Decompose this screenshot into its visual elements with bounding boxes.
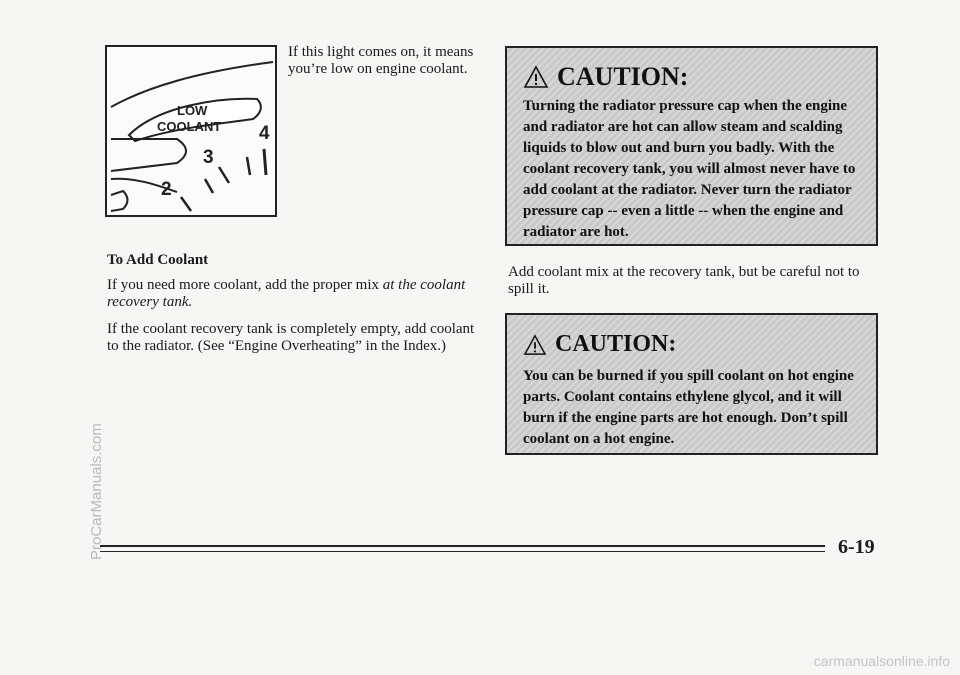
caution-body: You can be burned if you spill coolant on hot engine parts. Coolant contains ethylene glycol, and it will burn if the engine parts are hot enough. Don’t spill coolant on a hot engine.: [523, 368, 854, 447]
caution-heading: [523, 62, 688, 92]
section-heading: To Add Coolant: [107, 252, 209, 268]
footer-rule: [100, 545, 825, 547]
side-watermark: ProCarManuals.com: [88, 423, 105, 560]
add-coolant-paragraph: [107, 277, 467, 311]
gauge-number-4: 4: [259, 123, 270, 144]
warning-triangle-icon: [523, 65, 549, 89]
caution-heading: [523, 331, 676, 358]
add-coolant-mix-text: Add coolant mix at the recovery tank, but be careful not to spill it.: [508, 264, 860, 297]
caution-body: Turning the radiator pressure cap when the engine and radiator are hot can allow steam and scalding liquids to blow out and burn you badly. With the coolant recovery tank, you will almost never have to add coolant at the radiator. Never turn the radiator pressure cap -- even a little -- when the engine and radiator are hot.: [523, 98, 856, 240]
warning-triangle-icon: [523, 334, 547, 356]
gauge-number-2: 2: [161, 179, 172, 200]
paragraph-text: If you need more coolant, add the proper mix: [107, 277, 383, 293]
empty-tank-paragraph: If the coolant recovery tank is completely empty, add coolant to the radiator. (See “Engine Overheating” in the Index.): [107, 321, 475, 354]
page-number: 6-19: [838, 536, 875, 558]
paragraph-italic-text: at the coolant recovery tank.: [107, 277, 466, 310]
footer-rule-thin: [100, 551, 825, 552]
light-explanation-text: If this light comes on, it means you’re low on engine coolant.: [288, 44, 474, 77]
caution-title: CAUTION:: [555, 331, 677, 357]
footer-watermark-url: carmanualsonline.info: [813, 653, 950, 669]
coolant-warning-label: COOLANT: [157, 119, 222, 134]
caution-title: CAUTION:: [557, 62, 689, 91]
low-warning-label: LOW: [177, 103, 208, 118]
gauge-number-3: 3: [203, 147, 214, 168]
caution-box-spill-coolant: [505, 313, 878, 455]
low-coolant-gauge-illustration: [105, 45, 277, 217]
caution-box-radiator-cap: [505, 46, 878, 246]
